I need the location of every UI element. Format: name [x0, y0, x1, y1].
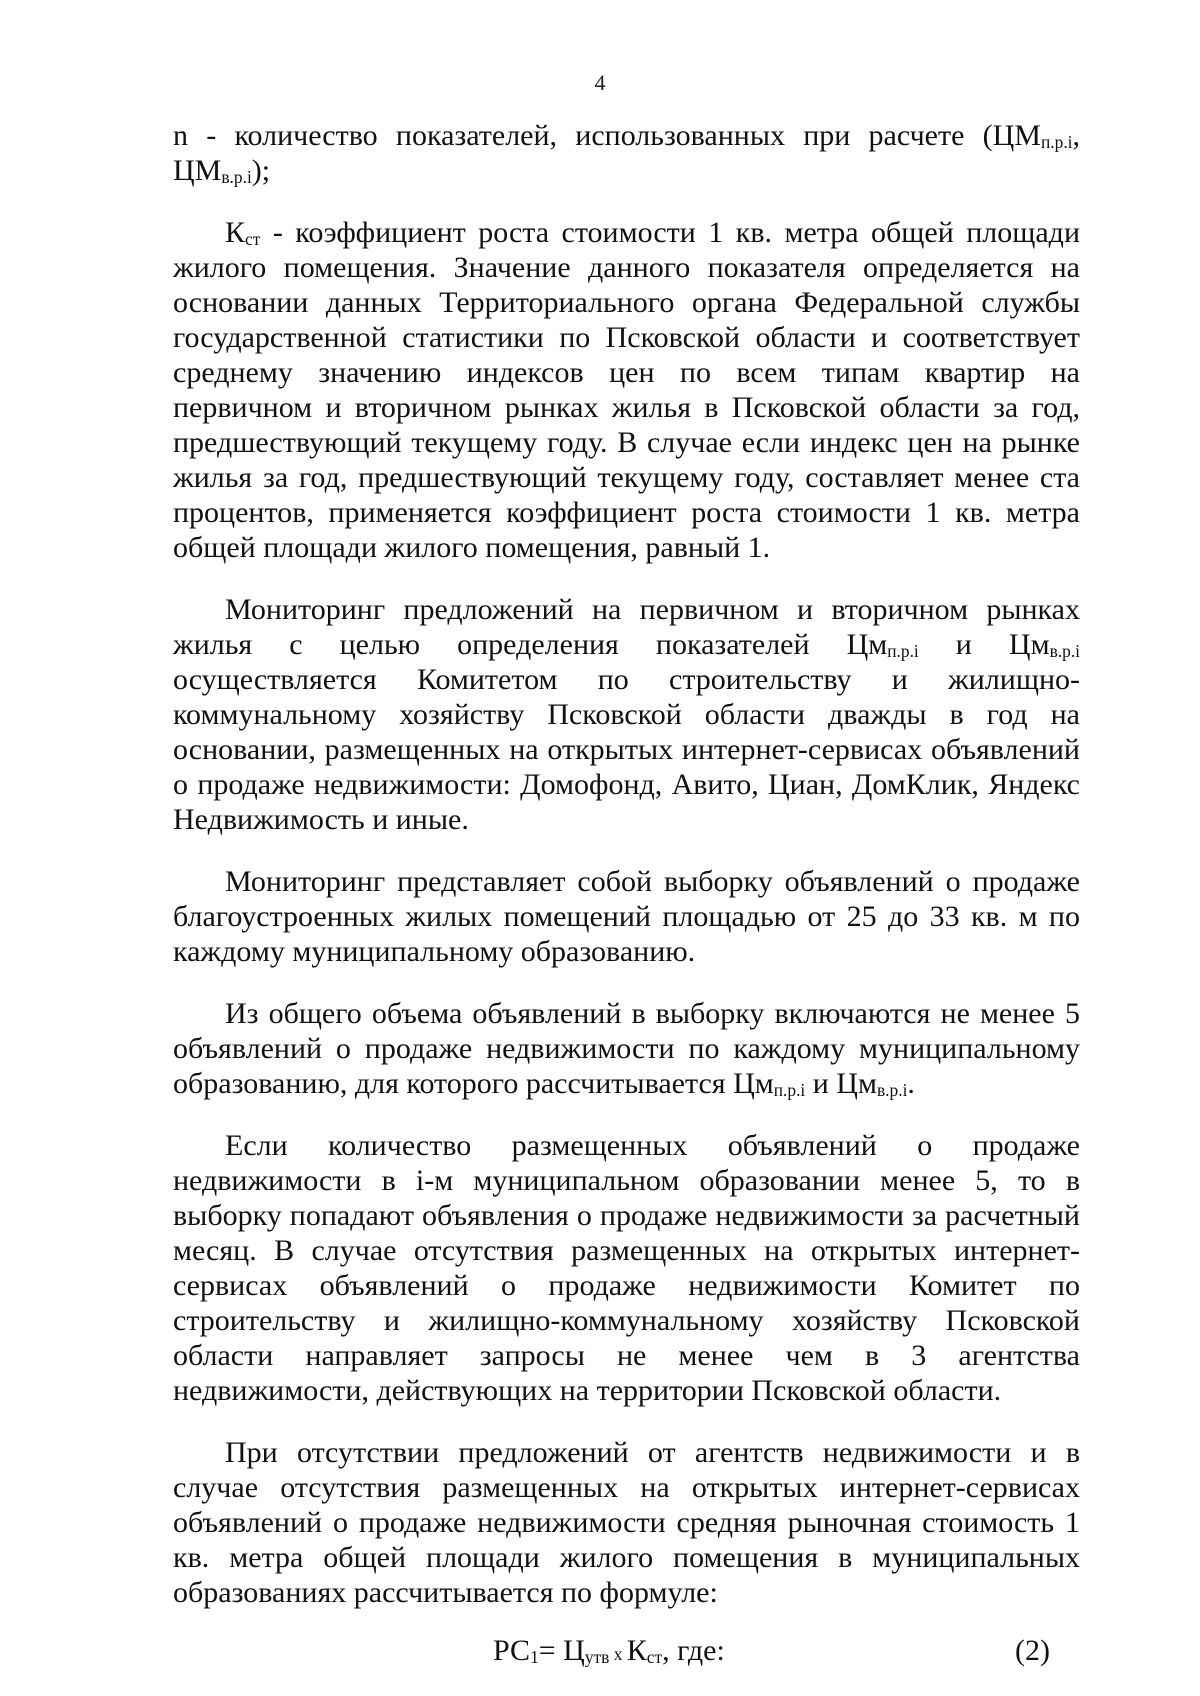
- formula-2: [173, 1633, 1080, 1673]
- formula-k-sub: ст: [646, 1647, 663, 1668]
- paragraph-kst-definition: [173, 215, 1080, 565]
- p1-text: n - количество показателей, использованных при расчете (: [173, 119, 993, 152]
- p3-text2: осуществляется Комитетом по строительству и жилищно-коммунальному хозяйству Псковской области дважды в год на основании, размещенных на открытых интернет-сервисах объявлений о продаже недвижимости: Домофонд, Авито, Циан, ДомКлик, Яндекс Недвижимость и иные.: [173, 663, 1080, 836]
- p1-cm1: ЦМ: [992, 119, 1041, 152]
- formula-eq: = Ц: [538, 1634, 585, 1667]
- page-number: 4: [594, 70, 606, 95]
- formula-number: (2): [1015, 1634, 1050, 1667]
- paragraph-monitoring-sample: Мониторинг представляет собой выборку объявлений о продаже благоустроенных жилых помещений площадью от 25 до 33 кв. м по каждому муниципальному образованию.: [173, 865, 1080, 968]
- paragraph-monitoring-offers: [173, 592, 1080, 837]
- formula-times: х: [609, 1644, 627, 1664]
- p3-mid: и Цм: [918, 628, 1050, 661]
- p5-tail: .: [907, 1067, 915, 1100]
- p5-sub2: в.р.i: [876, 1080, 908, 1101]
- paragraph-n-definition: [173, 118, 1080, 188]
- paragraph-no-offers: При отсутствии предложений от агентств недвижимости и в случае отсутствия размещенных на открытых интернет-сервисах объявлений о продаже недвижимости средняя рыночная стоимость 1 кв. метра общей площади жилого помещения в муниципальных образованиях рассчитывается по формуле:: [173, 1436, 1080, 1609]
- formula-c-sub: утв: [584, 1647, 610, 1668]
- p5-sub1: п.р.i: [773, 1080, 806, 1101]
- p1-sep: ,: [1072, 119, 1080, 152]
- document-body: [173, 118, 1080, 1673]
- formula-tail: , где:: [662, 1634, 725, 1667]
- formula-k: К: [626, 1634, 647, 1667]
- p1-tail: );: [251, 154, 271, 187]
- paragraph-few-ads: Если количество размещенных объявлений о продаже недвижимости в i-м муниципальном образовании менее 5, то в выборку попадают объявления о продаже недвижимости за расчетный месяц. В случае отсутствия размещенных на открытых интернет-сервисах объявлений о продаже недвижимости Комитет по строительству и жилищно-коммунальному хозяйству Псковской области направляет запросы не менее чем в 3 агентства недвижимости, действующих на территории Псковской области.: [173, 1129, 1080, 1407]
- formula-pc-sub: 1: [530, 1647, 539, 1668]
- formula-expression: [493, 1633, 725, 1672]
- p3-text1: Мониторинг предложений на первичном и вторичном рынках жилья с целью определения показателей Цм: [173, 593, 1080, 661]
- p2-text: - коэффициент роста стоимости 1 кв. метра общей площади жилого помещения. Значение данного показателя определяется на основании данных Территориального органа Федеральной службы государственной статистики по Псковской области и соответствует среднему значению индексов цен по всем типам квартир на первичном и вторичном рынках жилья в Псковской области за год, предшествующий текущему году. В случае если индекс цен на рынке жилья за год, предшествующий текущему году, составляет менее ста процентов, применяется коэффициент роста стоимости 1 кв. метра общей площади жилого помещения, равный 1.: [173, 216, 1080, 564]
- p1-cm2-sub: в.р.i: [221, 167, 252, 188]
- p3-sub1: п.р.i: [887, 641, 919, 662]
- formula-pc: РС: [493, 1634, 531, 1667]
- paragraph-sample-size: [173, 996, 1080, 1101]
- p1-cm2: ЦМ: [173, 154, 222, 187]
- p1-cm1-sub: п.р.i: [1040, 132, 1073, 153]
- p2-k-sub: ст: [245, 229, 261, 250]
- p3-sub2: в.р.i: [1049, 641, 1080, 662]
- p2-k: К: [225, 216, 246, 249]
- p5-mid: и Цм: [805, 1067, 877, 1100]
- p5-text1: Из общего объема объявлений в выборку включаются не менее 5 объявлений о продаже недвижимости по каждому муниципальному образованию, для которого рассчитывается Цм: [173, 997, 1080, 1100]
